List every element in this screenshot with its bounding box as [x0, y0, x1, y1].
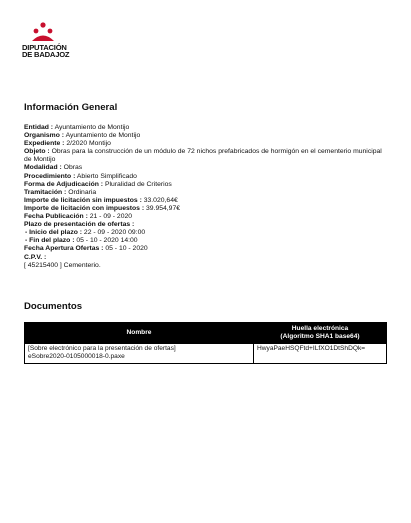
info-row: [24, 181, 388, 189]
general-info-list: [24, 124, 388, 270]
info-label: Modalidad :: [24, 164, 62, 172]
info-value: 05 - 10 - 2020 14:00: [76, 237, 138, 245]
info-row: [24, 213, 388, 221]
info-row: [24, 148, 388, 164]
info-value: Obras para la construcción de un módulo de 72 nichos prefabricados de hormigón en el cementerio municipal de Montijo: [24, 148, 382, 164]
info-row: [24, 140, 388, 148]
documents-title: Documentos: [24, 301, 83, 312]
column-header-name: Nombre: [25, 323, 254, 344]
info-row: [24, 262, 388, 270]
info-row: [24, 164, 388, 172]
info-label: Expediente :: [24, 140, 65, 148]
info-value: Ayuntamiento de Montijo: [65, 132, 141, 140]
document-hash-cell: HwyaPaeHSQFtd+ILfXO1DtShDQk=: [254, 344, 387, 364]
info-label: Procedimiento :: [24, 172, 76, 180]
info-row: [24, 173, 388, 181]
info-value: 39.954,97€: [146, 204, 181, 212]
general-info-title: Información General: [24, 102, 118, 113]
info-label: - Inicio del plazo :: [25, 229, 83, 237]
logo-text-line1: DIPUTACIÓN: [22, 43, 67, 52]
info-label: Objeto :: [24, 148, 50, 156]
info-label: - Fin del plazo :: [25, 237, 75, 245]
table-row: [25, 344, 387, 364]
info-label: Fecha Apertura Ofertas :: [24, 245, 104, 253]
info-label: Importe de licitación con impuestos :: [24, 204, 145, 212]
info-row: [24, 124, 388, 132]
info-label: Organismo :: [24, 132, 65, 140]
document-name-line1: [Sobre electrónico para la presentación de ofertas]: [28, 345, 176, 352]
hash-header-line1: Huella electrónica: [291, 325, 349, 332]
documents-table-header: [25, 323, 387, 344]
info-label: Entidad :: [24, 124, 54, 131]
info-value: 05 - 10 - 2020: [105, 245, 148, 253]
info-row: [24, 229, 388, 237]
info-row: [24, 221, 388, 229]
logo-emblem-icon: [28, 22, 58, 42]
info-row: [24, 197, 388, 205]
info-label: Fecha Publicación :: [24, 213, 88, 221]
info-row: [24, 254, 388, 262]
document-name-cell[interactable]: [25, 344, 254, 364]
info-value: Ayuntamiento de Montijo: [54, 124, 130, 131]
info-row: [24, 237, 388, 245]
info-row: [24, 189, 388, 197]
info-label: Importe de licitación sin impuestos :: [24, 196, 142, 204]
logo-text-line2: DE BADAJOZ: [22, 50, 70, 59]
info-label: Plazo de presentación de ofertas :: [24, 221, 135, 229]
info-value: 22 - 09 - 2020 09:00: [83, 229, 146, 237]
info-value: 21 - 09 - 2020: [89, 213, 133, 221]
document-filename[interactable]: eSobre2020-0105000018-0.paxe: [28, 353, 125, 360]
column-header-hash: [254, 323, 387, 344]
info-row: [24, 245, 388, 253]
info-value: [ 45215400 ] Cementerio.: [24, 261, 101, 269]
hash-header-line2: (Algoritmo SHA1 base64): [280, 333, 360, 340]
documents-table: [24, 322, 387, 364]
info-value: Abierto Simplificado: [76, 172, 137, 180]
info-value: Ordinaria: [68, 188, 97, 196]
info-row: [24, 205, 388, 213]
info-label: Forma de Adjudicación :: [24, 180, 104, 188]
info-row: [24, 132, 388, 140]
info-label: C.P.V. :: [24, 253, 47, 261]
documents-table-body: [25, 344, 387, 364]
info-value: 33.020,64€: [143, 196, 178, 204]
info-value: Pluralidad de Criterios: [104, 180, 172, 188]
info-label: Tramitación :: [24, 188, 67, 196]
info-value: 2/2020 Montijo: [66, 140, 111, 148]
info-value: Obras: [63, 164, 83, 172]
diputacion-logo: [22, 22, 82, 58]
